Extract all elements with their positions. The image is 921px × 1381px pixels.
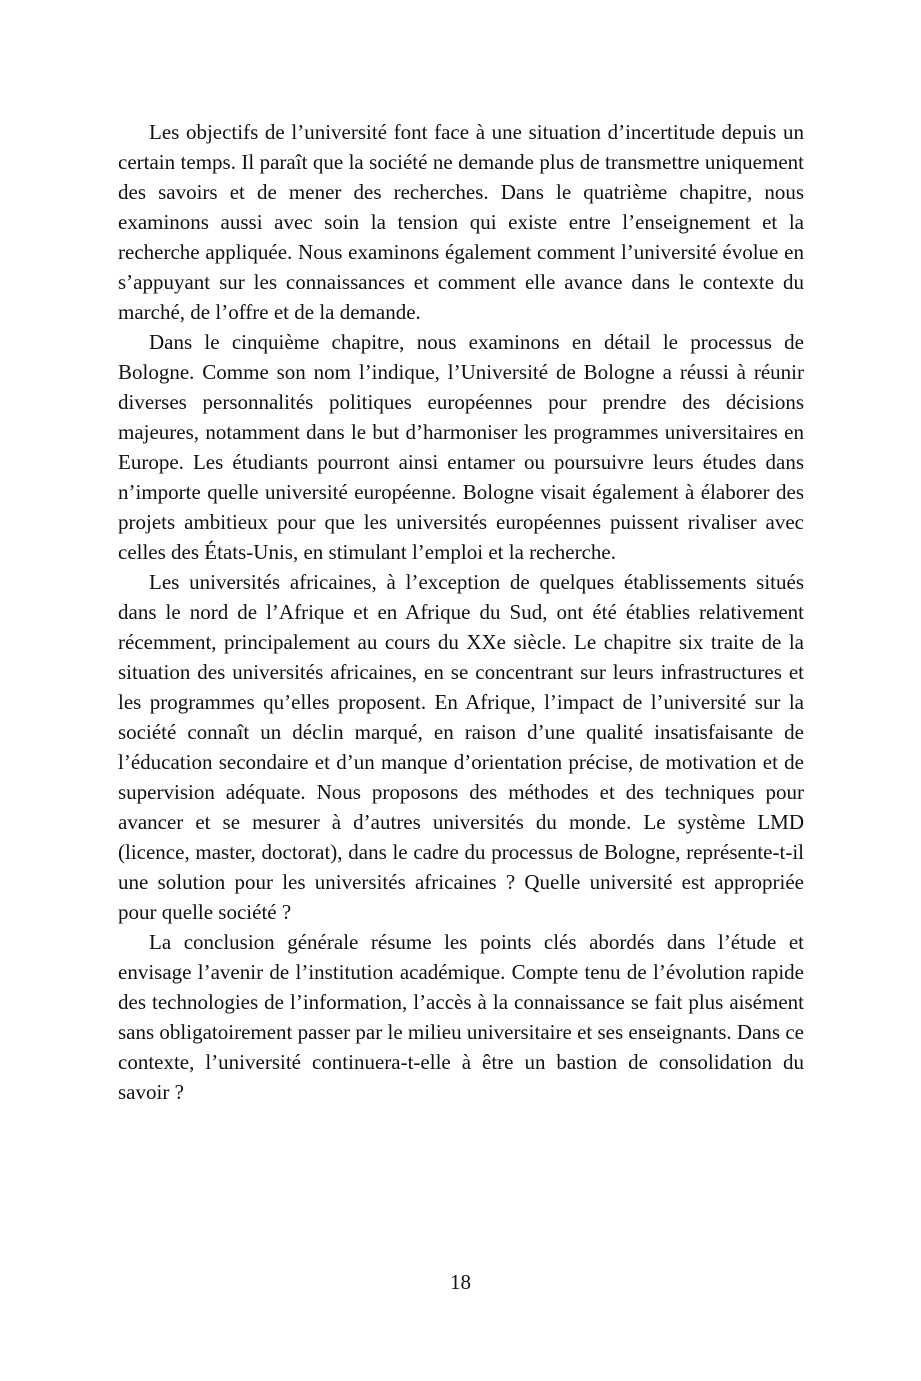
page-number: 18 bbox=[450, 1270, 471, 1294]
paragraph-universites-africaines: Les universités africaines, à l’exception de quelques établissements situés dans le nord de l’Afrique et en Afrique du Sud, ont été établies relativement récemment, principalement au cours du XXe siècle. Le chapitre six traite de la situation des universités africaines, en se concentrant sur leurs infrastructures et les programmes qu’elles proposent. En Afrique, l’impact de l’université sur la société connaît un déclin marqué, en raison d’une qualité insatisfaisante de l’éducation secondaire et d’un manque d’orientation précise, de motivation et de supervision adéquate. Nous proposons des méthodes et des techniques pour avancer et se mesurer à d’autres universités du monde. Le système LMD (licence, master, doctorat), dans le cadre du processus de Bologne, représente-t-il une solution pour les universités africaines ? Quelle université est appropriée pour quelle société ? bbox=[118, 570, 804, 924]
paragraph-conclusion-generale: La conclusion générale résume les points clés abordés dans l’étude et envisage l’avenir de l’institution académique. Compte tenu de l’évolution rapide des technologies de l’information, l’accès à la connaissance se fait plus aisément sans obligatoirement passer par le milieu universitaire et ses enseignants. Dans ce contexte, l’université continuera-t-elle à être un bastion de consolidation du savoir ? bbox=[118, 930, 804, 1104]
page-body bbox=[118, 117, 804, 1107]
paragraph-objectifs-universite: Les objectifs de l’université font face à une situation d’incertitude depuis un certain temps. Il paraît que la société ne demande plus de transmettre uniquement des savoirs et de mener des recherches. Dans le quatrième chapitre, nous examinons aussi avec soin la tension qui existe entre l’enseignement et la recherche appliquée. Nous examinons également comment l’université évolue en s’appuyant sur les connaissances et comment elle avance dans le contexte du marché, de l’offre et de la demande. bbox=[118, 120, 804, 324]
paragraph-processus-bologne: Dans le cinquième chapitre, nous examinons en détail le processus de Bologne. Comme son nom l’indique, l’Université de Bologne a réussi à réunir diverses personnalités politiques européennes pour prendre des décisions majeures, notamment dans le but d’harmoniser les programmes universitaires en Europe. Les étudiants pourront ainsi entamer ou poursuivre leurs études dans n’importe quelle université européenne. Bologne visait également à élaborer des projets ambitieux pour que les universités européennes puissent rivaliser avec celles des États-Unis, en stimulant l’emploi et la recherche. bbox=[118, 330, 804, 564]
